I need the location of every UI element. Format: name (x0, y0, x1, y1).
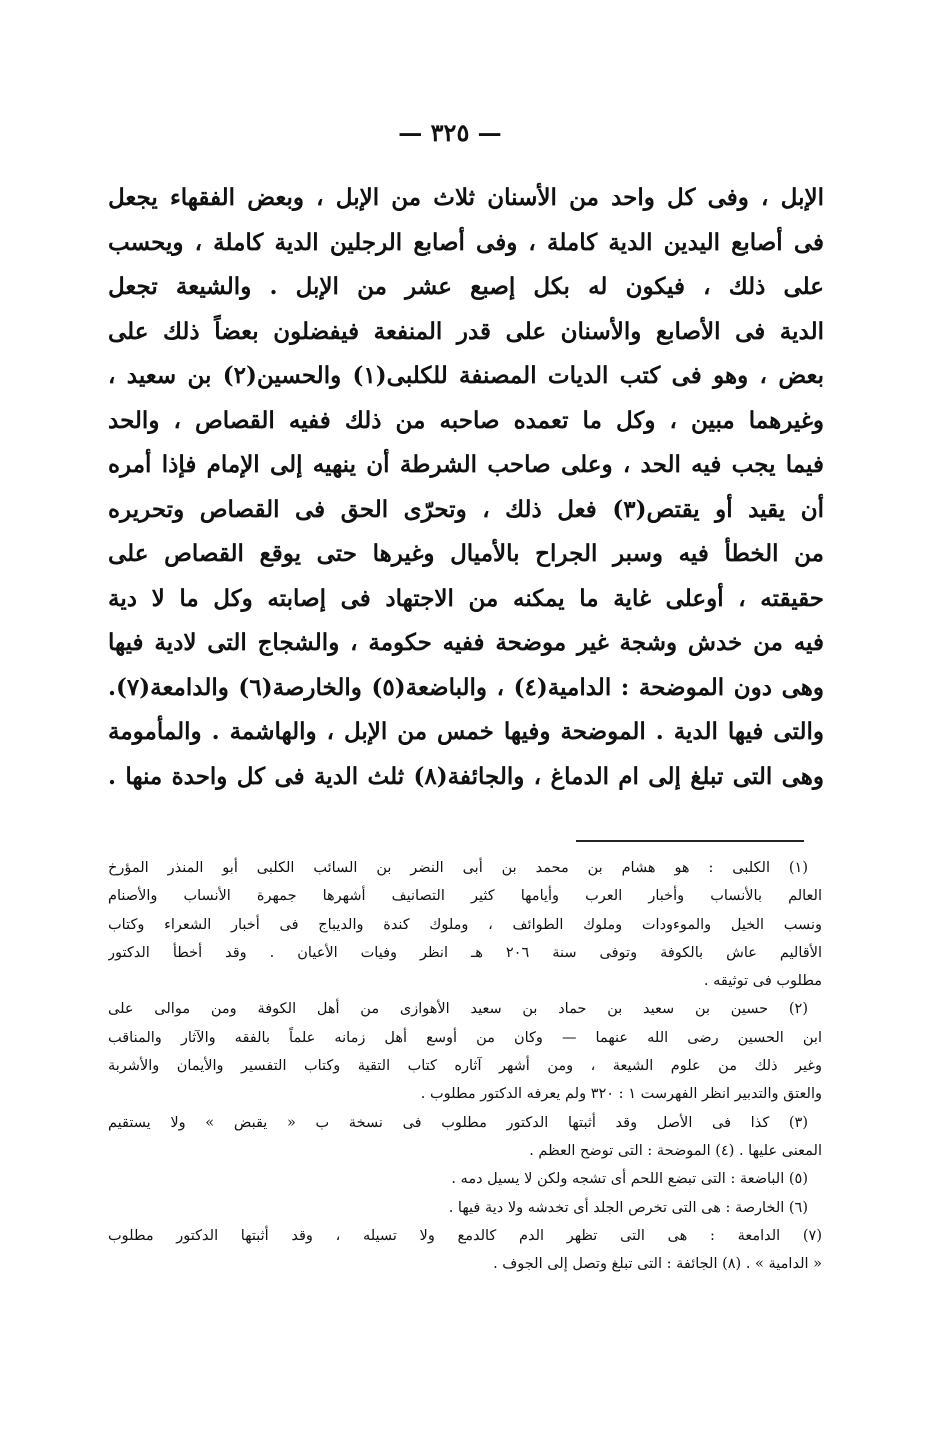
text-line: فيما يجب فيه الحد ، وعلى صاحب الشرطة أن ينهيه إلى الإمام فإذا أمره (108, 451, 824, 478)
footnote-line: (١) الكلبى : هو هشام بن محمد بن أبى النضر بن السائب الكلبى أبو المنذر المؤرخ (108, 860, 808, 876)
footnote-7-8 (108, 1222, 822, 1279)
text-line: وهى دون الموضحة : الدامية(٤) ، والباضعة(٥) والخارصة(٦) والدامعة(٧). (108, 673, 824, 701)
text-line: أن يقيد أو يقتص(٣) فعل ذلك ، وتحرّى الحق فى القصاص وتحريره (108, 495, 824, 523)
text-line: الدية فى الأصابع والأسنان على قدر المنفعة فيفضلون بعضاً ذلك على (108, 317, 824, 345)
text-line: فى أصابع اليدين الدية كاملة ، وفى أصابع الرجلين الدية كاملة ، ويحسب (108, 228, 824, 256)
footnote-line: المعنى عليها . (٤) الموضحة : التى توضح العظم . (529, 1142, 822, 1159)
footnote-line: مطلوب فى توثيقه . (703, 973, 822, 990)
text-line: حقيقته ، أوعلى غاية ما يمكنه من الاجتهاد فى إصابته وكل ما لا دية (108, 584, 824, 612)
footnote-3-4 (108, 1109, 822, 1166)
footnote-line: ونسب الخيل والموءودات وملوك الطوائف ، وملوك كندة والديباج فى أخبار الشعراء وكتاب (108, 916, 822, 933)
footnote-line: العالم بالأنساب وأخبار العرب وأيامها كثير التصانيف أشهرها جمهرة الأنساب والأصنام (108, 888, 822, 905)
footnote-1 (108, 854, 822, 995)
footnote-line: الأقاليم عاش بالكوفة وتوفى سنة ٢٠٦ هـ انظر وفيات الأعيان . وقد أخطأ الدكتور (108, 944, 822, 961)
text-line: بعض ، وهو فى كتب الديات المصنفة للكلبى(١) والحسين(٢) بن سعيد ، (108, 362, 824, 389)
footnote-line: وغير ذلك من علوم الشيعة ، ومن أشهر آثاره كتاب التقية وكتاب التفسير والأيمان والأشربة (108, 1058, 822, 1075)
text-line: وهى التى تبلغ إلى ام الدماغ ، والجائفة(٨) ثلث الدية فى كل واحدة منها . (108, 762, 824, 790)
footnote-separator (576, 840, 804, 842)
footnote-line: (٥) الباضعة : التى تبضع اللحم أى تشجه ولكن لا يسيل دمه . (451, 1171, 808, 1188)
page-number: — ٣٢٥ — (398, 118, 502, 147)
text-line: من الخطأ فيه وسبر الجراح بالأميال وغيرها حتى يوقع القصاص على (108, 540, 824, 567)
text-line: والتى فيها الدية . الموضحة وفيها خمس من الإبل ، والهاشمة . والمأمومة (108, 718, 824, 745)
main-text (108, 176, 824, 799)
footnote-line: (٢) حسين بن سعيد بن حماد بن سعيد الأهوازى من أهل الكوفة ومن موالى على (108, 1001, 808, 1018)
footnote-line: « الدامية » . (٨) الجائفة : التى تبلغ وتصل إلى الجوف . (493, 1256, 822, 1273)
footnote-2 (108, 995, 822, 1108)
footnote-line: والعتق والتدبير انظر الفهرست ١ : ٣٢٠ ولم يعرفه الدكتور مطلوب . (420, 1086, 822, 1103)
text-line: وغيرهما مبين ، وكل ما تعمده صاحبه من ذلك ففيه القصاص ، والحد (108, 406, 824, 434)
text-line: الإبل ، وفى كل واحد من الأسنان ثلاث من الإبل ، وبعض الفقهاء يجعل (108, 184, 824, 211)
text-line: فيه من خدش وشجة غير موضحة ففيه حكومة ، والشجاج التى لادية فيها (108, 629, 824, 656)
text-line: على ذلك ، فيكون له بكل إصبع عشر من الإبل . والشيعة تجعل (108, 273, 824, 300)
footnote-6 (108, 1194, 822, 1222)
footnotes (108, 854, 822, 1278)
footnote-line: (٣) كذا فى الأصل وقد أثبتها الدكتور مطلوب فى نسخة ب « يقبض » ولا يستقيم (108, 1114, 808, 1131)
footnote-line: (٦) الخارصة : هى التى تخرص الجلد أى تخدشه ولا دية فيها . (448, 1199, 808, 1216)
footnote-5 (108, 1165, 822, 1193)
footnote-line: ابن الحسين رضى الله عنهما — وكان من أوسع أهل زمانه علماً بالفقه والآثار والمناقب (108, 1029, 822, 1046)
footnote-line: (٧) الدامعة : هى التى تظهر الدم كالدمع ولا تسيله ، وقد أثبتها الدكتور مطلوب (108, 1227, 822, 1244)
